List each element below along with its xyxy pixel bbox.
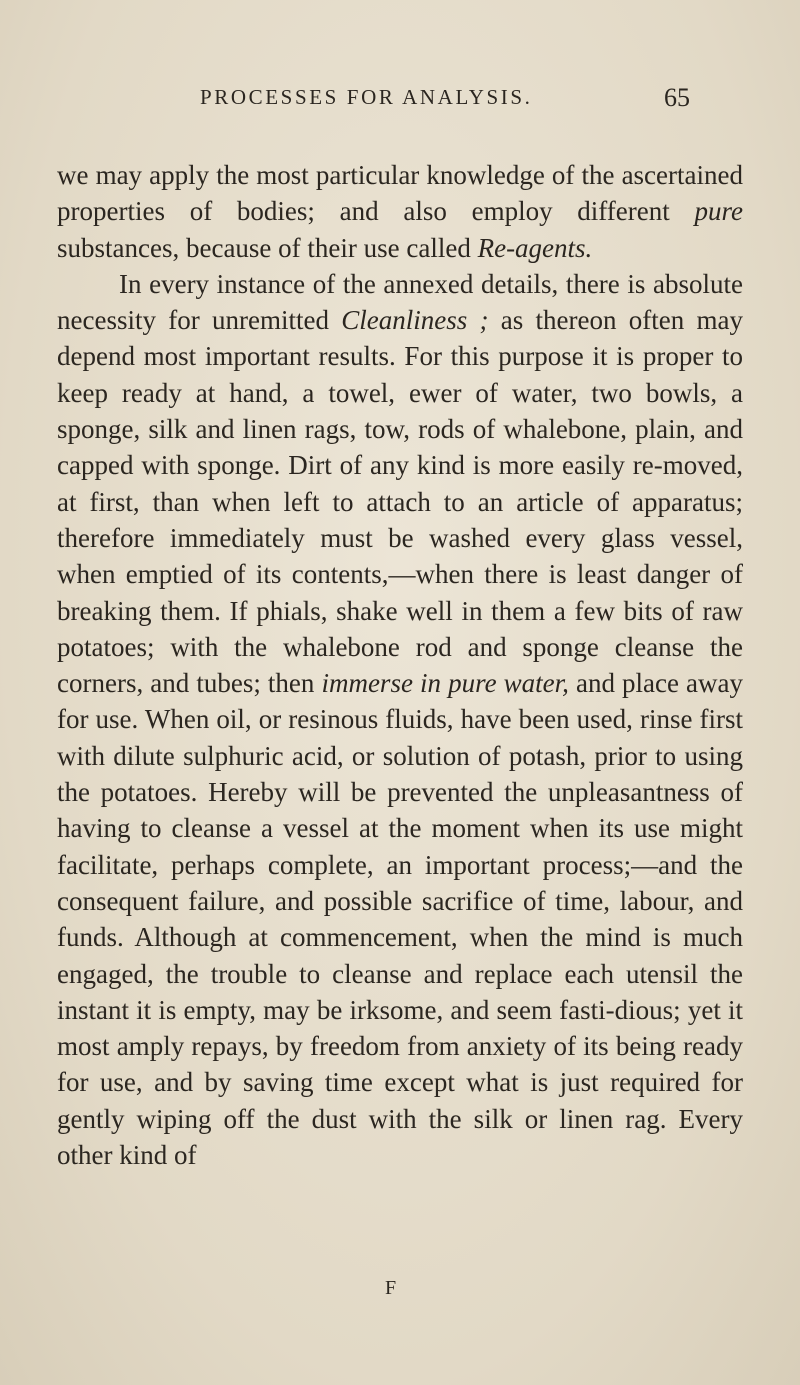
paragraph-2 xyxy=(57,266,743,1173)
page-number: 65 xyxy=(664,83,690,112)
page-header xyxy=(200,85,690,125)
paragraph-1-text-b: substances, because of their use called xyxy=(57,232,478,263)
paragraph-2-italic-immerse: immerse in pure water, xyxy=(321,668,569,699)
signature-mark: F xyxy=(385,1277,397,1299)
paragraph-1-text-a: we may apply the most particular knowledge of the ascertained properties of bodies; and also employ different xyxy=(57,160,743,227)
paragraph-2-text-c: and place away for use. When oil, or resinous fluids, have been used, rinse first with dilute sulphuric acid, or solution of potash, prior to using the potatoes. Hereby will be prevented the unpleasantness of having to cleanse a vessel at the moment when its use might facilitate, perhaps complete, an important process;—and the consequent failure, and possible sacrifice of time, labour, and funds. Although at commencement, when the mind is much engaged, the trouble to cleanse and replace each utensil the instant it is empty, may be irksome, and seem fasti-dious; yet it most amply repays, by freedom from anxiety of its being ready for use, and by saving time except what is just required for gently wiping off the dust with the silk or linen rag. Every other kind of xyxy=(57,668,744,1171)
body-text xyxy=(57,157,743,1173)
paragraph-1-italic-reagents: Re-agents. xyxy=(477,232,593,263)
paragraph-2-text-b: as thereon often may depend most important results. For this purpose it is proper to keep ready at hand, a towel, ewer of water, two bowls, a sponge, silk and linen rags, tow, rods of whalebone, plain, and capped with sponge. Dirt of any kind is more easily re-moved, at first, than when left to attach to an article of apparatus; therefore immediately must be washed every glass vessel, when emptied of its contents,—when there is least danger of breaking them. If phials, shake well in them a few bits of raw potatoes; with the whalebone rod and sponge cleanse the corners, and tubes; then xyxy=(57,305,743,699)
running-title: PROCESSES FOR ANALYSIS. xyxy=(200,85,533,109)
paragraph-2-italic-cleanliness: Cleanliness ; xyxy=(341,305,489,336)
paragraph-1 xyxy=(57,157,743,266)
paragraph-1-italic-pure: pure xyxy=(694,196,743,227)
paragraph-2-text-a: In every instance of the annexed details, there is absolute necessity for unremitted xyxy=(57,268,743,336)
